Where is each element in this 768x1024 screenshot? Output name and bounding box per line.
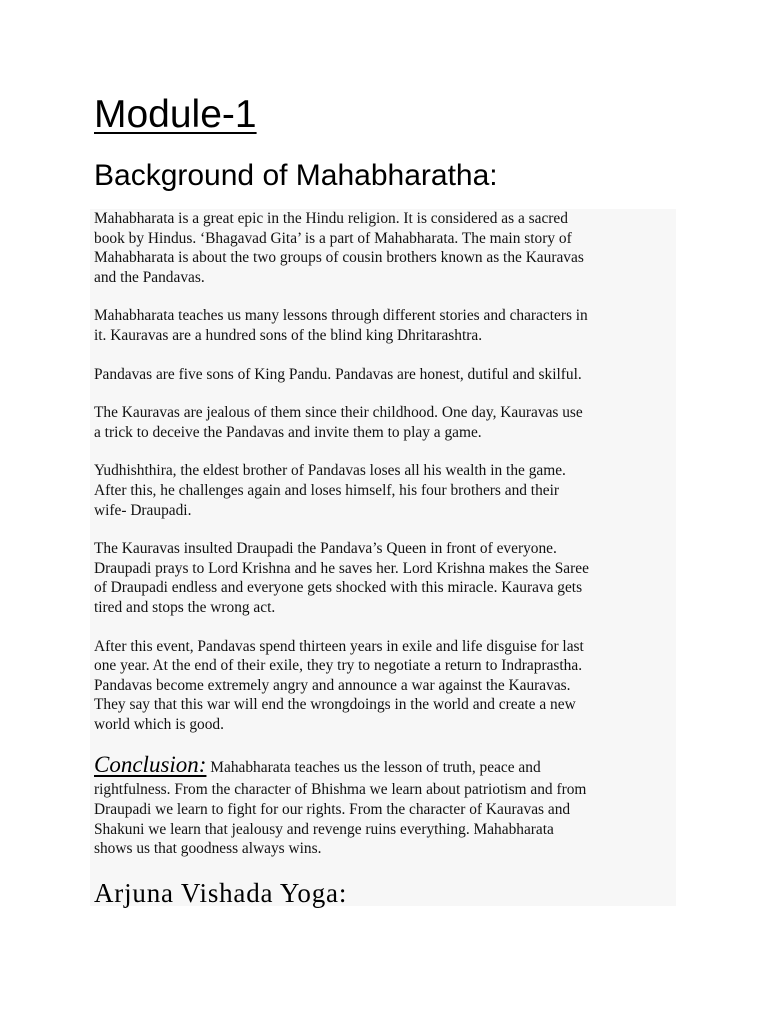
body-paragraph xyxy=(94,637,672,735)
body-paragraph xyxy=(94,461,672,520)
paragraph-line: Yudhishthira, the eldest brother of Pandavas loses all his wealth in the game. xyxy=(94,462,566,480)
paragraph-line: The Kauravas are jealous of them since their childhood. One day, Kauravas use xyxy=(94,404,583,422)
body-paragraph xyxy=(94,365,672,385)
body-paragraph xyxy=(94,209,672,287)
paragraph-line: one year. At the end of their exile, they try to negotiate a return to Indraprastha. xyxy=(94,657,583,675)
conclusion-label: Conclusion: xyxy=(94,752,207,778)
conclusion-first-line xyxy=(94,753,672,780)
paragraph-line: The Kauravas insulted Draupadi the Pandava’s Queen in front of everyone. xyxy=(94,540,557,558)
arjuna-vishada-yoga-heading: Arjuna Vishada Yoga: xyxy=(94,877,348,908)
text-block xyxy=(90,209,676,906)
paragraph-line: After this, he challenges again and loses himself, his four brothers and their xyxy=(94,481,560,499)
paragraph-line: Pandavas are five sons of King Pandu. Pandavas are honest, dutiful and skilful. xyxy=(94,365,582,383)
paragraph-line: Mahabharata is about the two groups of cousin brothers known as the Kauravas xyxy=(94,249,584,267)
conclusion-line: shows us that goodness always wins. xyxy=(94,840,322,858)
paragraph-line: a trick to deceive the Pandavas and invite them to play a game. xyxy=(94,423,482,441)
paragraph-line: After this event, Pandavas spend thirteen years in exile and life disguise for last xyxy=(94,637,584,655)
conclusion-paragraph xyxy=(94,753,672,858)
paragraph-line: Draupadi prays to Lord Krishna and he saves her. Lord Krishna makes the Saree xyxy=(94,559,589,577)
paragraph-line: wife- Draupadi. xyxy=(94,501,192,519)
body-paragraph xyxy=(94,539,672,617)
paragraph-line: They say that this war will end the wrongdoings in the world and create a new xyxy=(94,696,576,714)
body-paragraph xyxy=(94,403,672,442)
paragraph-line: Mahabharata teaches us many lessons through different stories and characters in xyxy=(94,307,588,325)
paragraph-line: world which is good. xyxy=(94,715,224,733)
module-title: Module-1 xyxy=(94,93,257,136)
paragraph-line: Pandavas become extremely angry and announce a war against the Kauravas. xyxy=(94,676,571,694)
conclusion-line: Draupadi we learn to fight for our rights. From the character of Kauravas and xyxy=(94,801,571,819)
section-title: Background of Mahabharatha: xyxy=(94,159,498,192)
paragraph-line: of Draupadi endless and everyone gets shocked with this miracle. Kaurava gets xyxy=(94,579,583,597)
paragraph-line: Mahabharata is a great epic in the Hindu religion. It is considered as a sacred xyxy=(94,210,568,227)
paragraph-list xyxy=(94,209,672,734)
paragraph-line: and the Pandavas. xyxy=(94,268,205,286)
conclusion-line: rightfulness. From the character of Bhishma we learn about patriotism and from xyxy=(94,781,587,799)
conclusion-lead-text: Mahabharata teaches us the lesson of truth, peace and xyxy=(206,759,541,777)
paragraph-line: book by Hindus. ‘Bhagavad Gita’ is a part of Mahabharata. The main story of xyxy=(94,229,572,247)
body-paragraph xyxy=(94,306,672,345)
paragraph-line: it. Kauravas are a hundred sons of the blind king Dhritarashtra. xyxy=(94,326,483,344)
paragraph-line: tired and stops the wrong act. xyxy=(94,598,276,616)
conclusion-line: Shakuni we learn that jealousy and revenge ruins everything. Mahabharata xyxy=(94,820,554,838)
